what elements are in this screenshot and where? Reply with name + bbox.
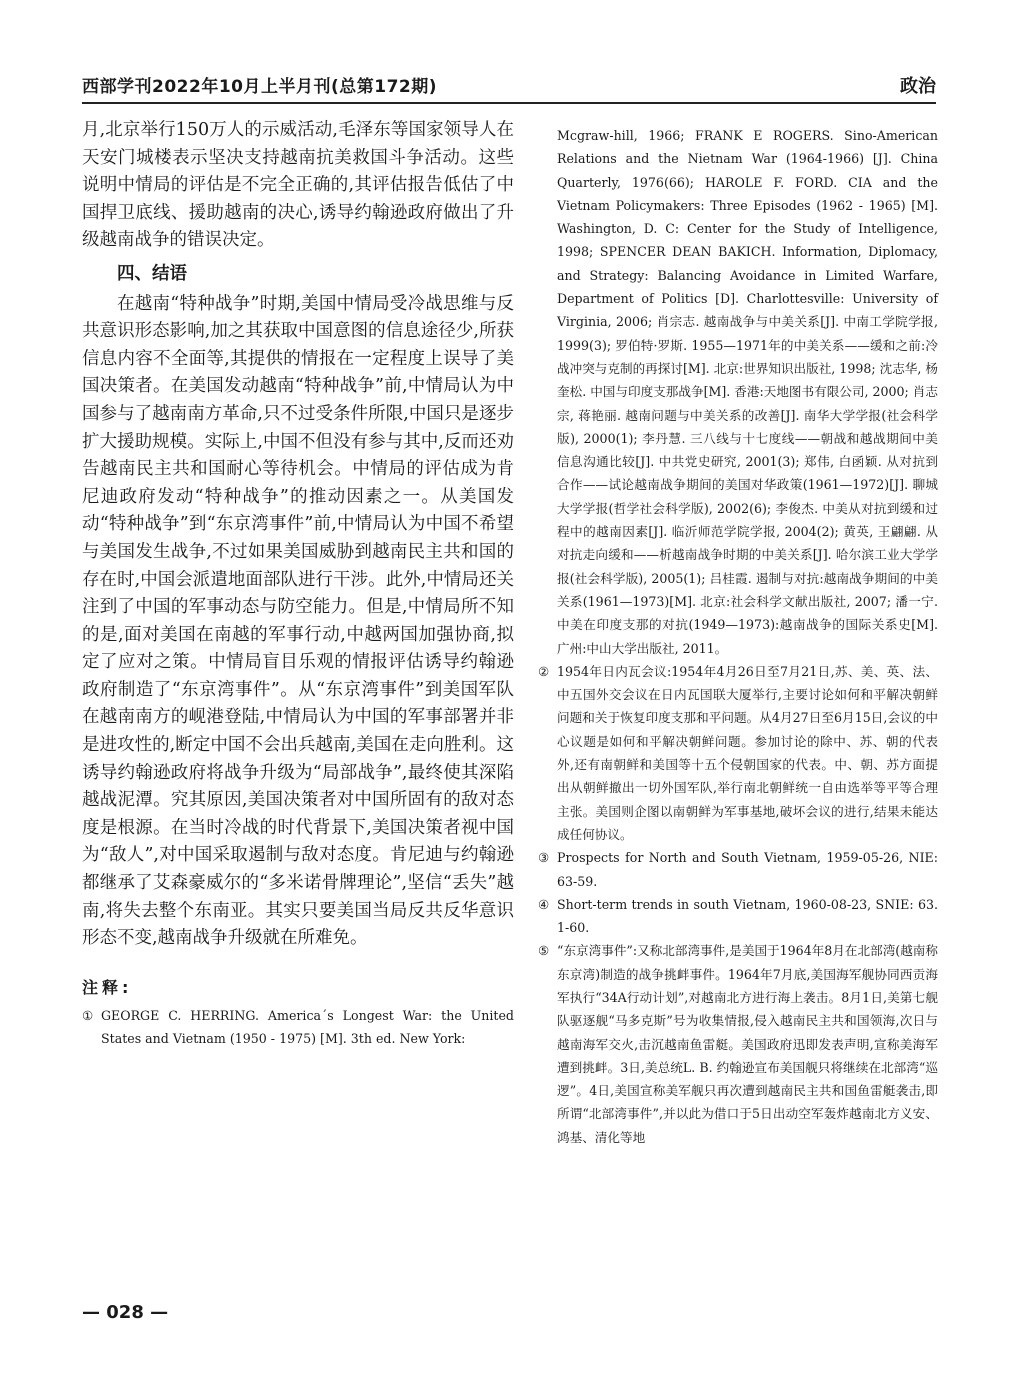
- footnote-item: [538, 939, 938, 1149]
- page-number: — 028 —: [82, 1302, 169, 1323]
- footnote-item: [538, 660, 938, 846]
- section-heading: 四、结语: [117, 263, 187, 284]
- right-column: [538, 124, 938, 1149]
- footnote-text: 1954年日内瓦会议:1954年4月26日至7月21日,苏、美、英、法、中五国外交会议在日内瓦国联大厦举行,主要讨论如何和平解决朝鲜问题和关于恢复印度支那和平问题。从4月27日至6月15日,会议的中心议题是如何和平解决朝鲜问题。参加讨论的除中、苏、朝的代表外,还有南朝鲜和美国等十五个侵朝国家的代表。中、朝、苏方面提出从朝鲜撤出一切外国军队,举行南北朝鲜统一自由选举等平等合理主张。美国则企图以南朝鲜为军事基地,破坏会议的进行,结果未能达成任何协议。: [557, 663, 938, 842]
- footnote-number: ④: [538, 896, 550, 912]
- footnote-item: [538, 846, 938, 893]
- footnote-text: Short-term trends in south Vietnam, 1960-08-23, SNIE: 63. 1-60.: [557, 896, 938, 936]
- section-label: 政治: [900, 76, 936, 97]
- footnote-text: “东京湾事件”:又称北部湾事件,是美国于1964年8月在北部湾(越南称东京湾)制造的战争挑衅事件。1964年7月底,美国海军舰协同西贡海军执行“34A行动计划”,对越南北方进行海上袭击。8月1日,美第七舰队驱逐舰“马多克斯”号为收集情报,侵入越南民主共和国领海,次日与越南海军交火,击沉越南鱼雷艇。美国政府迅即发表声明,宣称美海军遭到挑衅。3日,美总统L. B. 约翰逊宣布美国舰只将继续在北部湾“巡逻”。4日,美国宣称美军舰只再次遭到越南民主共和国鱼雷艇袭击,即所谓“北部湾事件”,并以此为借口于5日出动空军轰炸越南北方义安、鸿基、清化等地: [557, 943, 938, 1145]
- journal-title: 西部学刊2022年10月上半月刊(总第172期): [82, 77, 437, 97]
- left-column: [82, 117, 514, 1050]
- footnote-text: Prospects for North and South Vietnam, 1959-05-26, NIE: 63-59.: [557, 850, 938, 889]
- footnote-number: ①: [82, 1007, 94, 1023]
- page-header: [82, 70, 936, 104]
- footnote-item: [538, 893, 938, 940]
- footnote-number: ②: [538, 663, 550, 679]
- footnote-number: ⑤: [538, 943, 550, 959]
- footnote-text: GEORGE C. HERRING. America´s Longest War: the United States and Vietnam (1950 - 1975) [M]. 3th ed. New York:: [101, 1007, 514, 1047]
- footnote-number: ③: [538, 850, 550, 866]
- notes-heading: 注释:: [82, 977, 133, 997]
- footnote-continuation: Mcgraw-hill, 1966; FRANK E ROGERS. Sino-American Relations and the Nietnam War (1964-1966) [J]. China Quarterly, 1976(66); HAROLE F. FORD. CIA and the Vietnam Policymakers: Three Episodes (1962 - 1965) [M]. Washington, D. C: Center for the Study of Intelligence, 1998; SPENCER DEAN BAKICH. Information, Diplomacy, and Strategy: Balancing Avoidance in Limited Warfare, Department of Politics [D]. Charlottesville: University of Virginia, 2006; 肖宗志. 越南战争与中美关系[J]. 中南工学院学报, 1999(3); 罗伯特·罗斯. 1955—1971年的中美关系——缓和之前:冷战冲突与克制的再探讨[M]. 北京:世界知识出版社, 1998; 沈志华, 杨奎松. 中国与印度支那战争[M]. 香港:天地图书有限公司, 2000; 肖志宗, 蒋艳丽. 越南问题与中美关系的改善[J]. 南华大学学报(社会科学版), 2000(1); 李丹慧. 三八线与十七度线——朝战和越战期间中美信息沟通比较[J]. 中共党史研究, 2001(3); 郑伟, 白函颖. 从对抗到合作——试论越南战争期间的美国对华政策(1961—1972)[J]. 聊城大学学报(哲学社会科学版), 2002(6); 李俊杰. 中美从对抗到缓和过程中的越南因素[J]. 临沂师范学院学报, 2004(2); 黄英, 王翩翩. 从对抗走向缓和——析越南战争时期的中美关系[J]. 哈尔滨工业大学学报(社会科学版), 2005(1); 吕桂霞. 遏制与对抗:越南战争期间的中美关系(1961—1973)[M]. 北京:社会科学文献出版社, 2007; 潘一宁. 中美在印度支那的对抗(1949—1973):越南战争的国际关系史[M]. 广州:中山大学出版社, 2011。: [557, 128, 938, 656]
- body-paragraph: 在越南“特种战争”时期,美国中情局受冷战思维与反共意识形态影响,加之其获取中国意图的信息途径少,所获信息内容不全面等,其提供的情报在一定程度上误导了美国决策者。在美国发动越南“特种战争”前,中情局认为中国参与了越南南方革命,只不过受条件所限,中国只是逐步扩大援助规模。实际上,中国不但没有参与其中,反而还劝告越南民主共和国耐心等待机会。中情局的评估成为肯尼迪政府发动“特种战争”的推动因素之一。从美国发动“特种战争”到“东京湾事件”前,中情局认为中国不希望与美国发生战争,不过如果美国威胁到越南民主共和国的存在时,中国会派遣地面部队进行干涉。此外,中情局还关注到了中国的军事动态与防空能力。但是,中情局所不知的是,面对美国在南越的军事行动,中越两国加强协商,拟定了应对之策。中情局盲目乐观的情报评估诱导约翰逊政府制造了“东京湾事件”。从“东京湾事件”到美国军队在越南南方的岘港登陆,中情局认为中国的军事部署并非是进攻性的,断定中国不会出兵越南,美国在走向胜利。这诱导约翰逊政府将战争升级为“局部战争”,最终使其深陷越战泥潭。究其原因,美国决策者对中国所固有的敌对态度是根源。在当时冷战的时代背景下,美国决策者视中国为“敌人”,对中国采取遏制与敌对态度。肯尼迪与约翰逊都继承了艾森豪威尔的“多米诺骨牌理论”,坚信“丢失”越南,将失去整个东南亚。其实只要美国当局反共反华意识形态不变,越南战争升级就在所难免。: [82, 293, 514, 949]
- body-paragraph: 月,北京举行150万人的示威活动,毛泽东等国家领导人在天安门城楼表示坚决支持越南抗美救国斗争活动。这些说明中情局的评估是不完全正确的,其评估报告低估了中国捍卫底线、援助越南的决心,诱导约翰逊政府做出了升级越南战争的错误决定。: [82, 120, 514, 251]
- footnote-item: [82, 1004, 514, 1051]
